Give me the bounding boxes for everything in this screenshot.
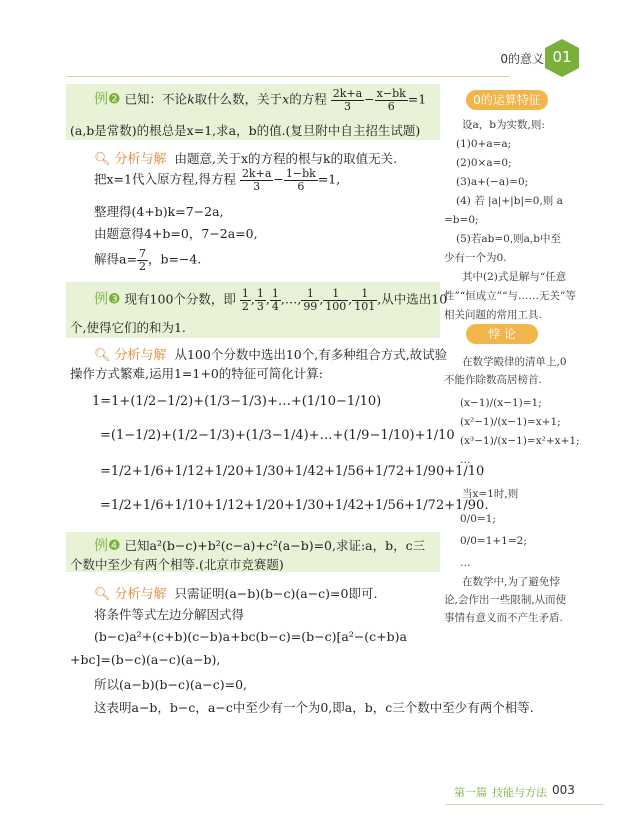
- example-2-analysis: [94, 148, 397, 167]
- denominator: 6: [387, 99, 395, 113]
- var-x: x: [282, 91, 290, 107]
- denominator: 2: [138, 259, 146, 273]
- numerator: x−bk: [376, 87, 406, 100]
- rule: =b=0;: [444, 214, 479, 226]
- numerator: 7: [138, 247, 146, 260]
- text: 现有100个分数，即: [124, 291, 236, 307]
- denominator: 100: [325, 299, 347, 313]
- example-3-analysis-2: 操作方式繁难,运用1=1+0的特征可简化计算:: [70, 366, 323, 381]
- rule: (1)0+a=a;: [456, 138, 512, 150]
- equation: …: [460, 454, 471, 466]
- footer-title: 技能与方法: [492, 786, 547, 799]
- numerator: 2k+a: [241, 167, 272, 180]
- example-2-substitute: [94, 168, 340, 192]
- equation: (x−1)/(x−1)=1;: [460, 397, 542, 409]
- example-4-step-4: 所以(a−b)(b−c)(a−c)=0,: [94, 677, 247, 692]
- text: ,从中选出10: [377, 291, 448, 307]
- equation: (x³−1)/(x−1)=x²+x+1;: [460, 435, 580, 447]
- text: 把x=1代入原方程,得方程: [94, 171, 236, 187]
- numerator: 1: [241, 287, 249, 300]
- text: 从100个分数中选出10个,有多种组合方式,故试验: [174, 347, 448, 362]
- analysis-label: 分析与解: [114, 587, 167, 602]
- numerator: 1: [301, 288, 319, 301]
- equation: (x²−1)/(x−1)=x+1;: [460, 416, 561, 428]
- example-3-line2: 个,使得它们的和为1.: [70, 320, 186, 335]
- denominator: 2: [241, 299, 249, 313]
- denominator: 99: [303, 299, 318, 313]
- text: =1,: [317, 171, 341, 187]
- result: 0/0=1;: [460, 513, 496, 525]
- example-2-solution: [94, 248, 201, 272]
- denominator: 3: [256, 299, 264, 313]
- paradox-equations: [460, 394, 580, 470]
- side-pill-paradox: 悖 论: [466, 324, 538, 344]
- example-4-label: 例❹: [94, 538, 121, 554]
- fraction: [137, 248, 148, 272]
- example-3-analysis: [94, 344, 447, 363]
- example-4-analysis: [94, 583, 377, 602]
- numerator: 1: [256, 287, 264, 300]
- example-4-step-2: (b−c)a²+(c+b)(c−b)a+bc(b−c)=(b−c)[a²−(c+b)a: [94, 629, 407, 644]
- result: 0/0=1+1=2;: [460, 535, 527, 547]
- fraction: [352, 288, 377, 312]
- var-k: k: [187, 91, 195, 107]
- rule: 少有一个为0.: [444, 252, 507, 264]
- calc-line-3: =1/2+1/6+1/12+1/20+1/30+1/42+1/56+1/72+1/90+1/10: [100, 464, 485, 479]
- example-3-label: 例❸: [94, 291, 121, 308]
- fraction: [284, 168, 318, 192]
- fraction: [240, 168, 273, 192]
- analysis-label: 分析与解: [114, 348, 167, 363]
- search-icon: 🔍︎: [94, 152, 111, 167]
- rule: (4) 若 |a|+|b|=0,则 a: [456, 195, 563, 207]
- text: 解得a=: [94, 251, 137, 267]
- fraction: [255, 288, 266, 312]
- paradox-intro-2: 不能作除数高居榜首.: [444, 374, 542, 386]
- example-4-step-3: +bc]=(b−c)(a−c)(a−b),: [70, 652, 221, 667]
- calc-line-1: 1=1+(1/2−1/2)+(1/3−1/3)+…+(1/10−1/10): [92, 394, 382, 409]
- denominator: 6: [297, 179, 305, 193]
- paradox-conclusion-3: 事情有意义而不产生矛盾.: [444, 612, 563, 624]
- denominator: 3: [253, 179, 261, 193]
- example-4-line2: 个数中至少有两个相等.(北京市竞赛题): [70, 557, 284, 572]
- text: 由题意,关于x的方程的根与k的取值无关.: [174, 151, 398, 166]
- footer-section: 第一篇: [454, 786, 487, 799]
- rule: (5)若ab=0,则a,b中至: [456, 233, 561, 245]
- paradox-when: 当x=1时,则: [462, 488, 519, 500]
- example-4-step-5: 这表明a−b，b−c，a−c中至少有一个为0,即a，b，c三个数中至少有两个相等.: [94, 700, 534, 715]
- text: 的方程: [289, 91, 327, 107]
- example-4-step-1: 将条件等式左边分解因式得: [94, 607, 245, 622]
- text: ，b=−4.: [147, 251, 202, 267]
- fraction: [270, 288, 281, 312]
- paradox-results: [460, 508, 527, 574]
- page-number: 003: [552, 783, 575, 797]
- chapter-number: 01: [552, 48, 572, 66]
- calc-line-4: =1/2+1/6+1/10+1/12+1/20+1/30+1/42+1/56+1/72+1/90.: [100, 498, 489, 513]
- example-2-line1: [94, 88, 426, 112]
- text: 取什么数，关于: [194, 91, 283, 107]
- search-icon: 🔍︎: [94, 348, 111, 363]
- text: 已知a²(b−c)+b²(c−a)+c²(a−b)=0,求证:a，b，c三: [124, 538, 426, 553]
- text: 只需证明(a−b)(b−c)(a−c)=0即可.: [174, 586, 378, 601]
- fraction: [240, 288, 251, 312]
- rule: (3)a+(−a)=0;: [456, 176, 529, 188]
- paradox-intro-1: 在数学殿律的清单上,0: [462, 356, 567, 368]
- example-2-arrange: 整理得(4+b)k=7−2a,: [94, 204, 224, 219]
- example-2-label: 例❷: [94, 91, 121, 108]
- fraction: [323, 288, 348, 312]
- rule: 相关问题的常用工具.: [444, 309, 542, 321]
- fraction: [301, 288, 319, 312]
- text: ,…,: [280, 291, 302, 307]
- example-2-cond: 由题意得4+b=0，7−2a=0,: [94, 226, 258, 241]
- analysis-label: 分析与解: [114, 152, 167, 167]
- footer-rule: [446, 804, 604, 805]
- rule: 其中(2)式是解与“任意: [462, 271, 567, 283]
- example-2-line2: (a,b是常数)的根总是x=1,求a，b的值.(复旦附中自主招生试题): [70, 123, 421, 138]
- header-rule: [66, 76, 510, 77]
- numerator: 1: [352, 288, 377, 301]
- result: …: [460, 557, 471, 569]
- numerator: 1−bk: [285, 167, 316, 180]
- search-icon: 🔍︎: [94, 587, 111, 602]
- paradox-conclusion-1: 在数学中,为了避免悖: [462, 576, 560, 588]
- zero-rules: [444, 116, 576, 325]
- numerator: 1: [323, 288, 348, 301]
- chapter-title: 0的意义: [500, 52, 544, 66]
- rule: (2)0×a=0;: [456, 157, 512, 169]
- denominator: 101: [354, 299, 376, 313]
- op: −: [364, 91, 375, 107]
- denominator: 4: [271, 299, 279, 313]
- denominator: 3: [343, 99, 351, 113]
- example-4-line1: [94, 535, 425, 555]
- chapter-badge: [544, 38, 580, 78]
- example-3-line1: 例❸ 现有100个分数，即 $\frac{1}{2}$ , $\frac{1}{3}$ , $\frac{1}{4}$ ,…, $\frac{1}{99}$ , $\frac{1}{100}$ , $\frac{1}{101}$ ,从中选出10: [94, 287, 448, 313]
- op: −: [273, 171, 284, 187]
- numerator: 1: [271, 287, 279, 300]
- fraction: [375, 88, 408, 112]
- rule: 性”“恒成立”“与……无关”等: [444, 290, 576, 302]
- numerator: 2k+a: [332, 87, 363, 100]
- side-pill-zero-ops: 0的运算特征: [466, 90, 548, 110]
- fraction: [331, 88, 364, 112]
- paradox-conclusion-2: 论,会作出一些限制,从而使: [444, 594, 567, 606]
- calc-line-2: =(1−1/2)+(1/2−1/3)+(1/3−1/4)+…+(1/9−1/10)+1/10: [100, 428, 455, 443]
- text: 已知：不论: [124, 91, 188, 107]
- op: =1: [407, 91, 427, 107]
- rule: 设a，b为实数,则:: [462, 119, 545, 131]
